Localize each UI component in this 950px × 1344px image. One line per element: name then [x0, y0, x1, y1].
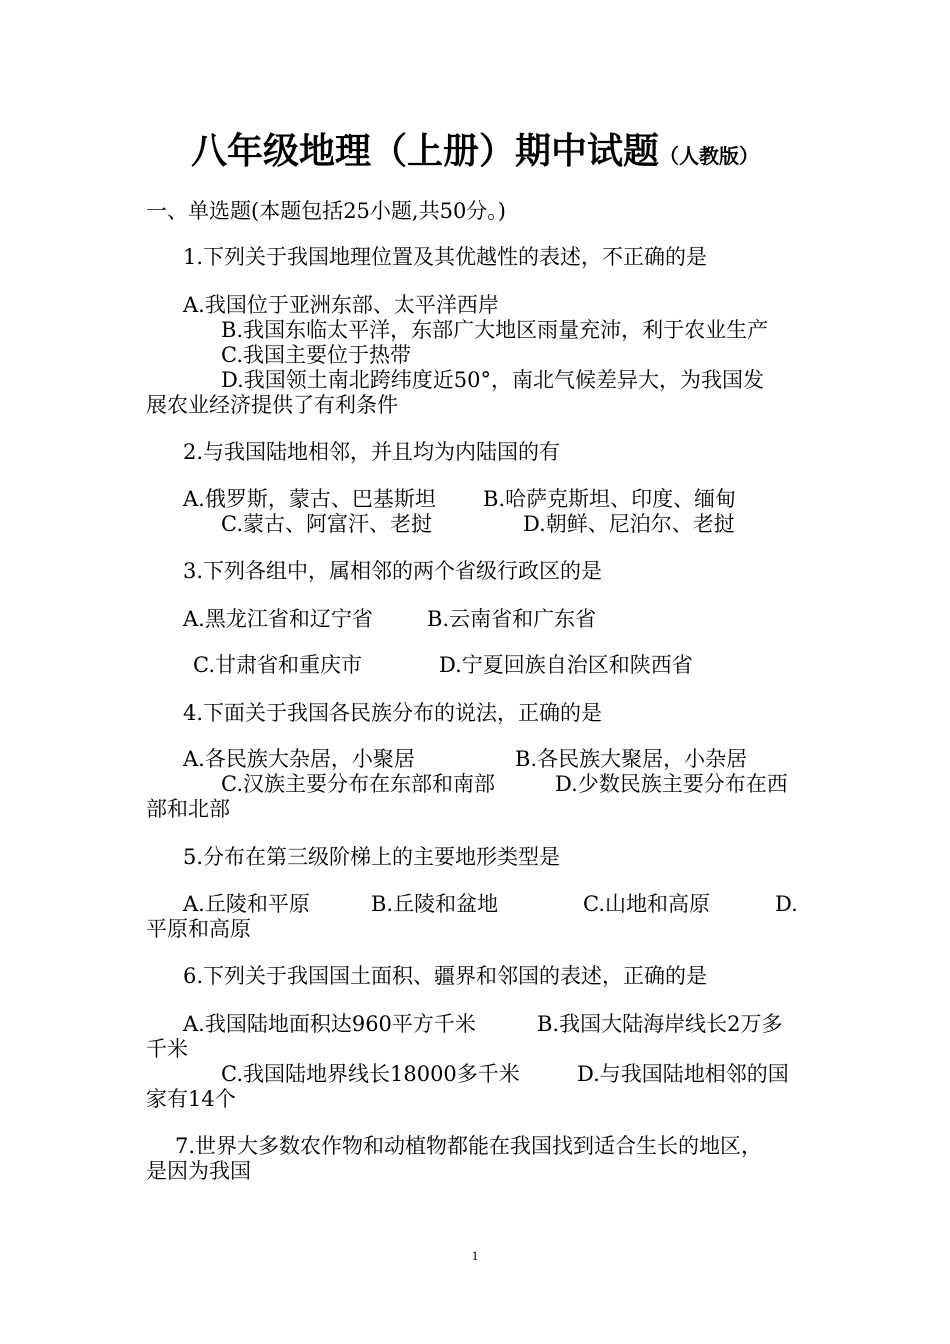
page-title: [0, 128, 950, 180]
option-5d-cont: 平原和高原: [146, 917, 251, 941]
option-6a: A.我国陆地面积达960平方千米: [183, 1012, 476, 1036]
option-4b: B.各民族大聚居，小杂居: [515, 747, 748, 771]
option-4a: A.各民族大杂居，小聚居: [183, 747, 415, 771]
option-3a: A.黑龙江省和辽宁省: [183, 607, 373, 631]
question-stem-5: 5.分布在第三级阶梯上的主要地形类型是: [183, 845, 561, 869]
title-sub: （人教版）: [659, 144, 759, 168]
option-2c: C.蒙古、阿富汗、老挝: [221, 512, 432, 536]
question-stem-7-cont: 是因为我国: [146, 1159, 251, 1183]
title-main: 八年级地理（上册）期中试题: [190, 131, 659, 172]
question-stem-1: 1.下列关于我国地理位置及其优越性的表述，不正确的是: [183, 245, 708, 269]
option-4d-cont: 部和北部: [146, 797, 230, 821]
option-1a: A.我国位于亚洲东部、太平洋西岸: [183, 293, 499, 317]
option-6b-cont: 千米: [146, 1037, 188, 1061]
option-4c: C.汉族主要分布在东部和南部: [221, 772, 495, 796]
option-6d-cont: 家有14个: [146, 1087, 236, 1111]
question-stem-7: 7.世界大多数农作物和动植物都能在我国找到适合生长的地区，: [175, 1134, 763, 1158]
option-2b: B.哈萨克斯坦、印度、缅甸: [483, 487, 737, 511]
option-1d: D.我国领土南北跨纬度近50°，南北气候差异大，为我国发: [221, 368, 764, 392]
question-stem-4: 4.下面关于我国各民族分布的说法，正确的是: [183, 701, 603, 725]
option-6d: D.与我国陆地相邻的国: [577, 1062, 789, 1086]
section-heading: 一、单选题(本题包括25小题,共50分。): [146, 199, 507, 223]
option-2d: D.朝鲜、尼泊尔、老挝: [523, 512, 735, 536]
option-4d: D.少数民族主要分布在西: [555, 772, 788, 796]
option-3b: B.云南省和广东省: [427, 607, 597, 631]
option-5a: A.丘陵和平原: [183, 892, 310, 916]
option-1b: B.我国东临太平洋，东部广大地区雨量充沛，利于农业生产: [221, 318, 769, 342]
option-1d-cont: 展农业经济提供了有利条件: [146, 393, 398, 417]
option-2a: A.俄罗斯，蒙古、巴基斯坦: [183, 487, 436, 511]
option-5b: B.丘陵和盆地: [371, 892, 499, 916]
question-stem-3: 3.下列各组中，属相邻的两个省级行政区的是: [183, 559, 603, 583]
option-6c: C.我国陆地界线长18000多千米: [221, 1062, 520, 1086]
option-5d: D.: [775, 892, 798, 916]
option-6b: B.我国大陆海岸线长2万多: [537, 1012, 783, 1036]
option-3d: D.宁夏回族自治区和陕西省: [439, 653, 693, 677]
question-stem-2: 2.与我国陆地相邻，并且均为内陆国的有: [183, 440, 561, 464]
option-5c: C.山地和高原: [583, 892, 710, 916]
question-stem-6: 6.下列关于我国国土面积、疆界和邻国的表述，正确的是: [183, 964, 708, 988]
page-number: 1: [471, 1248, 479, 1263]
option-1c: C.我国主要位于热带: [221, 343, 411, 367]
option-3c: C.甘肃省和重庆市: [193, 653, 362, 677]
